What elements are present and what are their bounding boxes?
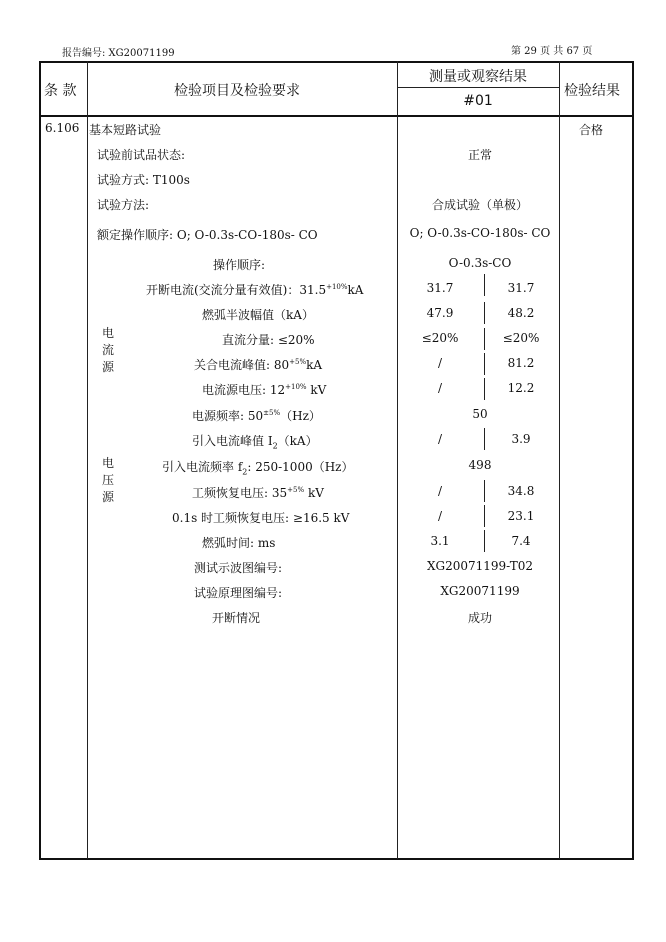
making-peak-v2: 81.2 [507, 356, 535, 370]
schematic-label: 试验原理图编号: [194, 586, 283, 600]
state-value: 正常 [467, 148, 493, 162]
op-seq-label: 操作顺序: [213, 258, 266, 272]
header-items: 检验项目及检验要求 [174, 83, 300, 99]
schematic-value: XG20071199 [440, 584, 520, 598]
mode-label: 试验方式: T100s [97, 173, 190, 187]
clause-number: 6.106 [45, 121, 80, 135]
group-voltage-source: 电 压 源 [102, 456, 115, 504]
rated-seq-label: 额定操作顺序: O; O-0.3s-CO-180s- CO [97, 228, 318, 242]
inj-peak-v1: / [437, 432, 443, 446]
inj-peak-v2: 3.9 [511, 432, 531, 446]
rated-seq-value: O; O-0.3s-CO-180s- CO [409, 226, 551, 240]
test-title: 基本短路试验 [89, 123, 162, 137]
breaking-status-value: 成功 [467, 611, 493, 625]
op-seq-value: O-0.3s-CO [448, 256, 512, 270]
pf-recovery-01-v1: / [437, 509, 443, 523]
method-value: 合成试验（单极） [431, 198, 529, 212]
source-voltage-label: 电流源电压: $12^{+10\%}$ kV [202, 383, 327, 397]
pf-recovery-v1: / [437, 484, 443, 498]
page-number: 第 29 页 共 67 页 [511, 46, 593, 57]
dc-component-label: 直流分量: ≤20% [222, 333, 315, 347]
pf-recovery-label: 工频恢复电压: $35^{+5\%}$ kV [192, 486, 324, 500]
making-peak-label: 关合电流峰值: $80^{+5\%}kA$ [194, 358, 323, 372]
pf-recovery-01-label: 0.1s 时工频恢复电压: ≥16.5 kV [172, 511, 350, 525]
group-current-source: 电 流 源 [102, 326, 115, 374]
inj-freq-label: 引入电流频率 $f_2$: 250-1000（Hz） [162, 460, 354, 477]
arc-peak-v2: 48.2 [507, 306, 535, 320]
dc-component-v2: ≤20% [502, 331, 540, 345]
arc-time-v1: 3.1 [430, 534, 450, 548]
method-label: 试验方法: [97, 198, 150, 212]
source-voltage-v2: 12.2 [507, 381, 535, 395]
oscillogram-value: XG20071199-T02 [426, 559, 534, 573]
pf-recovery-01-v2: 23.1 [507, 509, 535, 523]
arc-peak-label: 燃弧半波幅值（kA） [202, 308, 314, 322]
inj-peak-label: 引入电流峰值 $I_2(kA)$ [192, 434, 318, 451]
header-verdict: 检验结果 [564, 83, 620, 99]
breaking-current-label: 开断电流(交流分量有效值)：$31.5^{+10\%}kA$ [146, 283, 364, 297]
verdict-value: 合格 [579, 123, 604, 137]
arc-time-v2: 7.4 [511, 534, 531, 548]
pf-recovery-v2: 34.8 [507, 484, 535, 498]
dc-component-v1: ≤20% [421, 331, 459, 345]
header-results: 测量或观察结果 [429, 69, 527, 85]
report-number: 报告编号: XG20071199 [62, 48, 175, 59]
frequency-label: 电源频率: $50^{\pm 5\%}(Hz)$ [192, 409, 321, 423]
header-sample: #01 [463, 93, 493, 109]
breaking-current-v2: 31.7 [507, 281, 535, 295]
oscillogram-label: 测试示波图编号: [194, 561, 283, 575]
making-peak-v1: / [437, 356, 443, 370]
frequency-value: 50 [472, 407, 488, 421]
state-label: 试验前试品状态: [97, 148, 186, 162]
source-voltage-v1: / [437, 381, 443, 395]
breaking-status-label: 开断情况 [212, 611, 261, 625]
arc-peak-v1: 47.9 [426, 306, 454, 320]
arc-time-label: 燃弧时间: ms [202, 536, 276, 550]
breaking-current-v1: 31.7 [426, 281, 454, 295]
inj-freq-value: 498 [468, 458, 492, 472]
header-clause: 条 款 [44, 83, 77, 99]
